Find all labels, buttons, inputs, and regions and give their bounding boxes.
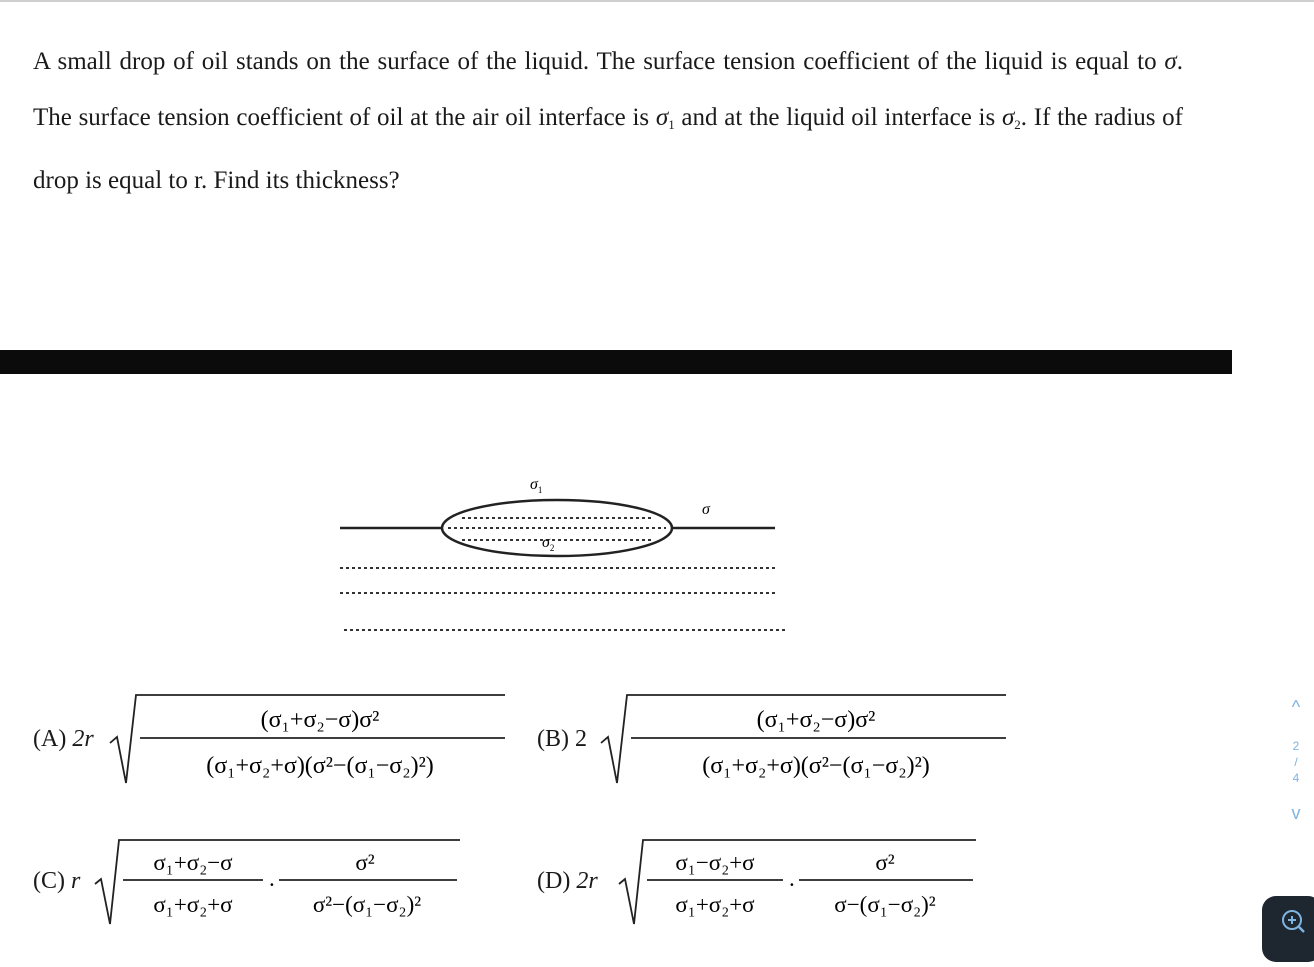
chevron-up-icon[interactable]: ^: [1291, 697, 1301, 717]
label-sigma: σ: [702, 501, 710, 518]
chevron-down-icon[interactable]: v: [1291, 803, 1301, 823]
question-part-4: . If the radius of drop is equal to r. Find its thickness?: [33, 104, 1183, 194]
sigma1-symbol: σ: [655, 104, 669, 131]
zoom-button[interactable]: [1262, 896, 1314, 962]
current-page: 2: [1292, 739, 1300, 753]
option-a-label: (A) 2r: [33, 726, 94, 752]
page-separator: /: [1294, 755, 1298, 769]
option-a-formula: [110, 693, 510, 791]
option-c-denominator-1: σ₁+σ₂+σ: [153, 892, 233, 917]
option-c-numerator-1: σ₁+σ₂−σ: [153, 850, 233, 875]
option-d-formula: [619, 838, 981, 930]
sigma1-subscript: 1: [668, 117, 675, 132]
divider-bar: [0, 350, 1232, 374]
sigma-symbol: σ: [1164, 48, 1177, 75]
sigma2-subscript: 2: [1014, 117, 1021, 132]
total-pages: 4: [1292, 771, 1300, 785]
question-part-1: A small drop of oil stands on the surface of the liquid. The surface tension coefficient of the liquid is equal to: [33, 48, 1165, 75]
option-d-label: (D) 2r: [537, 868, 598, 894]
option-a-numerator: (σ₁+σ₂−σ)σ²: [260, 707, 380, 733]
option-d-numerator-1: σ₁−σ₂+σ: [675, 850, 755, 875]
option-b-numerator: (σ₁+σ₂−σ)σ²: [756, 707, 876, 733]
page-navigator: [1282, 696, 1310, 856]
option-c-label: (C) r: [33, 868, 81, 894]
option-a-denominator: (σ₁+σ₂+σ)(σ²−(σ₁−σ₂)²): [206, 753, 434, 779]
zoom-in-icon: [1262, 896, 1314, 962]
option-b-formula: [601, 693, 1011, 791]
top-border: [0, 0, 1314, 2]
option-b-denominator: (σ₁+σ₂+σ)(σ²−(σ₁−σ₂)²): [702, 753, 930, 779]
option-c-denominator-2: σ²−(σ₁−σ₂)²: [312, 892, 422, 917]
label-sigma1: $\sigma_1$: [530, 476, 543, 495]
option-d-dot: .: [789, 866, 795, 891]
option-c-numerator-2: σ²: [355, 850, 375, 875]
label-sigma2: $\sigma_2$: [542, 534, 555, 553]
option-c-dot: .: [269, 866, 275, 891]
option-d-denominator-2: σ−(σ₁−σ₂)²: [834, 892, 936, 917]
question-text: [33, 34, 1183, 209]
option-c-formula: [95, 838, 465, 930]
option-b-label: (B) 2: [537, 726, 587, 752]
option-d-denominator-1: σ₁+σ₂+σ: [675, 892, 755, 917]
option-d-numerator-2: σ²: [875, 850, 895, 875]
question-part-2: . The surface tension coefficient of oil at the air oil interface is: [33, 48, 1183, 131]
sigma2-symbol: σ: [1001, 104, 1015, 131]
oil-drop-diagram: [330, 460, 800, 645]
question-part-3: and at the liquid oil interface is: [674, 104, 1002, 131]
